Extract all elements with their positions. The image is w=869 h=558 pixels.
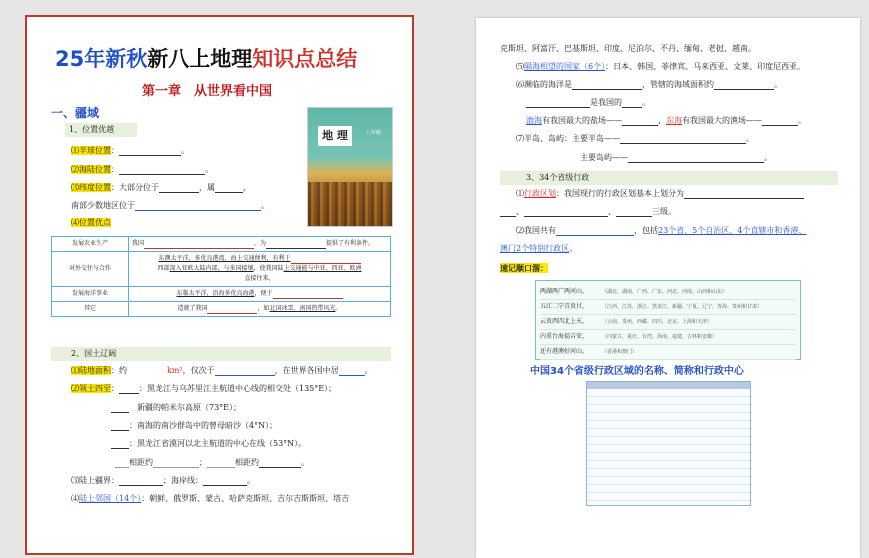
- page-title: 25年新秋新八上地理知识点总结: [55, 47, 358, 71]
- mnemonic-row: 内重台海福吉安， （内蒙古、重庆、台湾、海南、福建、吉林和安徽）: [540, 330, 796, 345]
- province-table-image: [586, 381, 751, 506]
- table-row: 发展海洋事业 东临太平洋，沿海多优良海港，便于: [52, 287, 391, 302]
- mnemonic-box: [535, 280, 801, 360]
- position-advantage-label: ⑷位置优点: [71, 218, 111, 227]
- land-neighbors-line: ⑷陆上邻国（14个）：朝鲜、俄罗斯、蒙古、哈萨克斯坦、吉尔吉斯斯坦、塔吉: [71, 494, 350, 503]
- mnemonic-row: 两湖两广两河山， （湖北、湖南、广西、广东、河北、河南、山西和山东）: [540, 285, 796, 300]
- province-count-line-2: 澳门2个特别行政区。: [500, 244, 578, 253]
- territory-extremes-south: ：南海的南沙群岛中的曾母暗沙（4°N）；: [111, 421, 277, 431]
- chapter-title: 第一章 从世界看中国: [142, 84, 273, 99]
- textbook-cover-image: [307, 107, 393, 227]
- right-page: [476, 18, 860, 558]
- province-table-title: 中国34个省级行政区域的名称、简称和行政中心: [530, 366, 744, 377]
- peninsula-line: ⑺半岛、岛屿：主要半岛—— 。: [516, 134, 754, 143]
- island-line: 主要岛屿—— 。: [580, 153, 772, 162]
- territory-extremes-west: 新疆的帕米尔高原（73°E）；: [111, 403, 241, 413]
- land-border-line: ⑶陆上疆界： ；海岸线： 。: [71, 476, 255, 485]
- territory-distance-line: 相距约 ； 相距约 。: [115, 458, 309, 468]
- book-title: 地 理: [318, 126, 352, 146]
- mnemonic-row: 还有港澳好河山。 （香港和澳门）: [540, 345, 796, 360]
- advantage-table: [51, 236, 391, 317]
- land-area-line: ⑴陆地面积：约 km²，仅次于 ，在世界各国中居 。: [71, 366, 373, 375]
- subsection-heading: 2、国土辽阔: [51, 347, 391, 361]
- table-row: 其它 造就了我国 ，如北国冰雪、南国热带风光。: [52, 302, 391, 317]
- admin-division-line: ⑴行政区划：我国现行的行政区划基本上划分为: [516, 189, 804, 199]
- mnemonic-label: 速记顺口溜：: [500, 263, 548, 273]
- table-grid: [587, 389, 750, 505]
- subsection-heading: 3、34个省级行政: [500, 171, 838, 185]
- book-grade: 八年级: [366, 130, 382, 136]
- salt-fishery-line: 渤海有我国最大的盐场—— ，东海有我国最大的渔场—— 。: [526, 116, 806, 125]
- table-row: 对外交往与合作 东濒太平洋，多优良港湾，海上交通便利，有利于 西部深入亚欧大陆内部，与多国接壤，使我国陆上交通能与中亚、西亚、欧洲 直接往来。: [52, 252, 391, 287]
- table-row: 发展农业生产 我国 ，为 提供了有利条件。: [52, 237, 391, 252]
- latitude-position: ⑶纬度位置：大部分位于 ，属 ，: [71, 183, 251, 192]
- inland-sea-line: 是我国的 。: [526, 98, 650, 108]
- sea-neighbors-line: ⑸隔海相望的国家（6个）：日本、韩国、菲律宾、马来西亚、文莱、印度尼西亚。: [516, 62, 806, 71]
- south-latitude-line: 南部少数地区位于 。: [71, 201, 269, 210]
- section-heading: 一、疆域: [51, 106, 100, 120]
- mnemonic-row: 五江二宁青贵甘， （江西、江苏、浙江、黑龙江、新疆、宁夏、辽宁、青海、贵州和甘肃）: [540, 300, 796, 315]
- ocean-line: ⑹濒临的海洋是 ，管辖的海域面积约 。: [516, 80, 782, 89]
- territory-extremes-east: ⑵领土四至： ：黑龙江与乌苏里江主航道中心线的相交处（135°E）；: [71, 384, 337, 393]
- admin-division-line-2: 、 、 三级。: [500, 207, 676, 217]
- mnemonic-row: 云贵西四北上天， （云南、贵州、西藏、四川、北京、上海和天津）: [540, 315, 796, 330]
- neighbors-continued: 克斯坦、阿富汗、巴基斯坦、印度、尼泊尔、不丹、缅甸、老挝、越南。: [500, 44, 756, 53]
- territory-extremes-north: ：黑龙江省漠河以北主航道的中心在线（53°N）。: [111, 439, 306, 449]
- left-page: [25, 15, 414, 555]
- table-header-bar: [587, 382, 750, 389]
- province-count-line: ⑵我国共有 ，包括23个省、5个自治区、4个直辖市和香港、: [516, 226, 807, 235]
- subsection-heading: 1、位置优越: [65, 123, 137, 137]
- forest-illustration: [308, 182, 392, 226]
- hemisphere-position: ⑴半球位置： 。: [71, 146, 189, 155]
- sea-land-position: ⑵海陆位置： 。: [71, 165, 213, 174]
